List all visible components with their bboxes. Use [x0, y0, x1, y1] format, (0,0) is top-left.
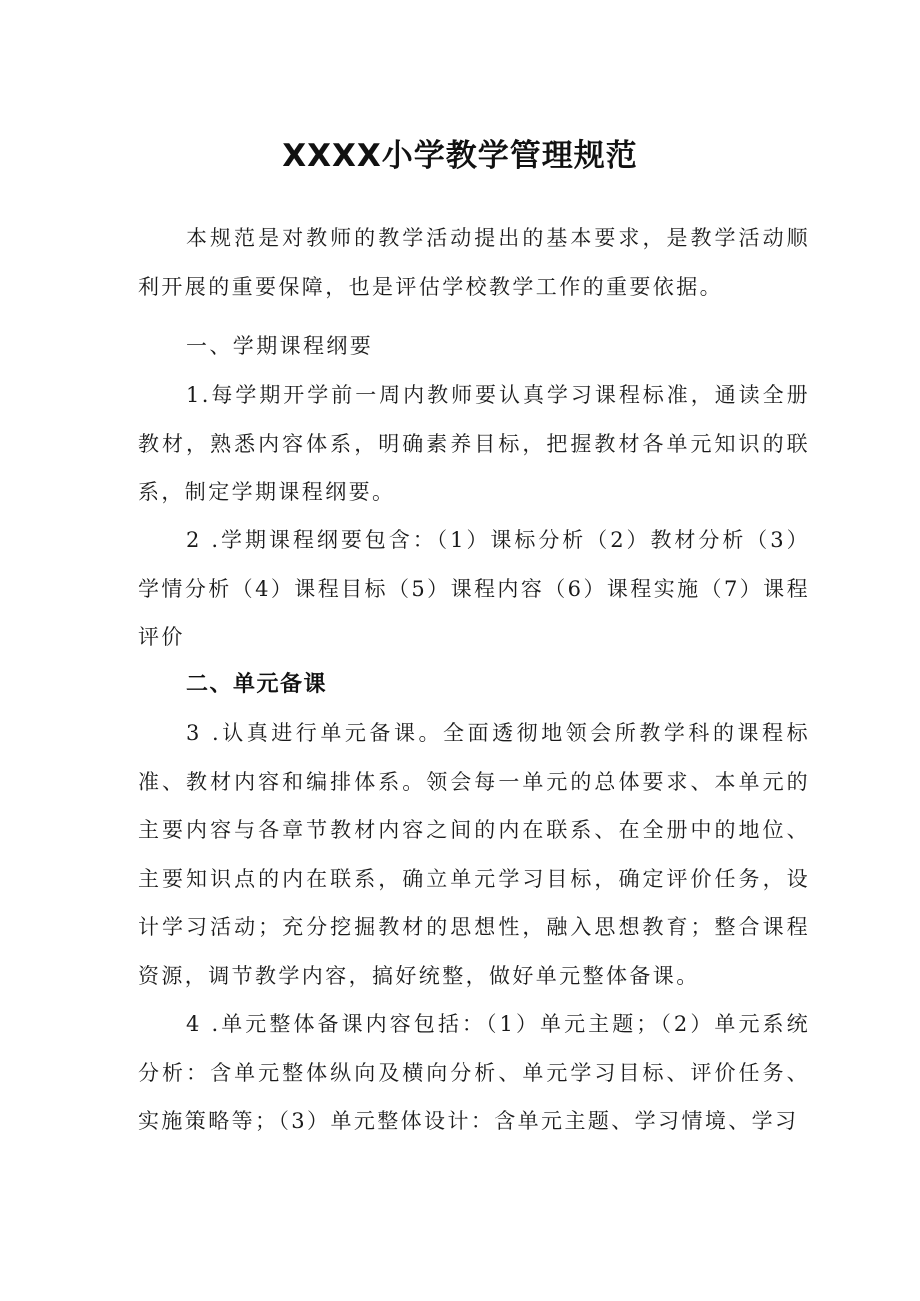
- intro-paragraph: 本规范是对教师的教学活动提出的基本要求，是教学活动顺利开展的重要保障，也是评估学校教学工作的重要依据。: [138, 226, 810, 299]
- section-2-item-3: 3 .认真进行单元备课。全面透彻地领会所教学科的课程标准、教材内容和编排体系。领会每一单元的总体要求、本单元的主要内容与各章节教材内容之间的内在联系、在全册中的地位、主要知识点的内在联系，确立单元学习目标，确定评价任务，设计学习活动；充分挖掘教材的思想性，融入思想教育；整合课程资源，调节教学内容，搞好统整，做好单元整体备课。: [138, 721, 810, 988]
- section-1-item-2: 2 .学期课程纲要包含：（1）课标分析（2）教材分析（3）学情分析（4）课程目标（5）课程内容（6）课程实施（7）课程评价: [138, 528, 810, 649]
- section-1-item-1: 1.每学期开学前一周内教师要认真学习课程标准，通读全册教材，熟悉内容体系，明确素养目标，把握教材各单元知识的联系，制定学期课程纲要。: [138, 383, 810, 504]
- document-title: XXXX小学教学管理规范: [282, 137, 638, 174]
- section-1-heading: 一、学期课程纲要: [186, 334, 374, 358]
- section-2-heading: 二、单元备课: [186, 672, 328, 697]
- section-2-item-4: 4 .单元整体备课内容包括：（1）单元主题；（2）单元系统分析：含单元整体纵向及横向分析、单元学习目标、评价任务、实施策略等；（3）单元整体设计：含单元主题、学习情境、学习: [138, 1012, 810, 1133]
